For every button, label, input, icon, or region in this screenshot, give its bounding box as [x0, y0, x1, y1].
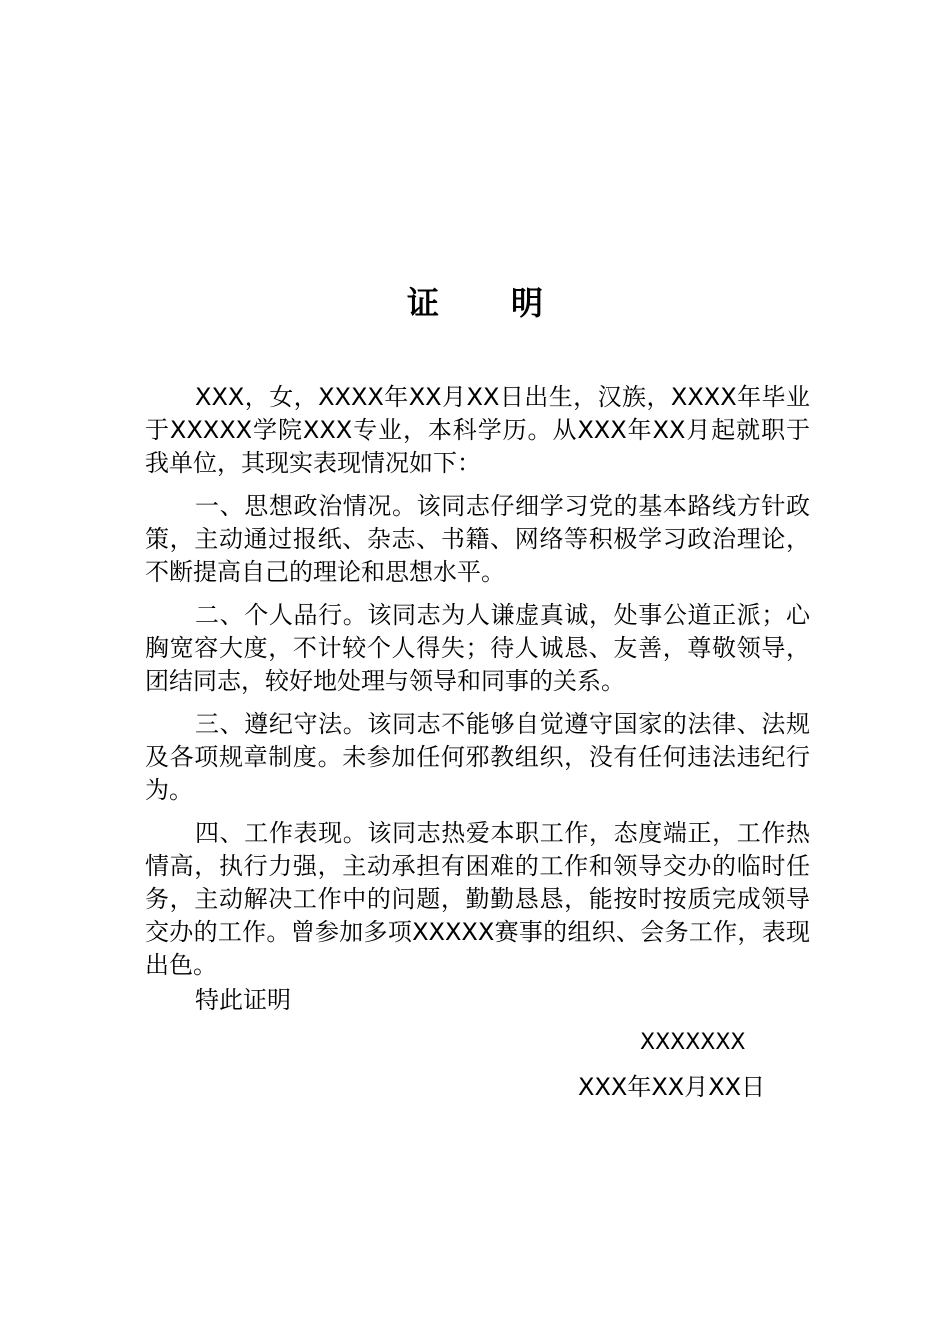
title-char-ming: 明 — [511, 284, 544, 322]
issue-date: XXX年XX月XX日 — [578, 1073, 766, 1101]
document-title — [0, 283, 950, 323]
title-char-zheng: 证 — [406, 284, 439, 322]
intro-paragraph: XXX，女，XXXX年XX月XX日出生，汉族，XXXX年毕业于XXXXX学院XXX专业，本科学历。从XXX年XX月起就职于我单位，其现实表现情况如下： — [145, 383, 810, 477]
signer-name: XXXXXXX — [640, 1030, 746, 1055]
document-body — [145, 381, 810, 992]
work-performance-paragraph: 四、工作表现。该同志热爱本职工作，态度端正，工作热情高，执行力强，主动承担有困难的工作和领导交办的临时任务，主动解决工作中的问题，勤勤恳恳，能按时按质完成领导交办的工作。曾参加多项XXXXX赛事的组织、会务工作，表现出色。 — [145, 819, 810, 979]
discipline-paragraph: 三、遵纪守法。该同志不能够自觉遵守国家的法律、法规及各项规章制度。未参加任何邪教组织，没有任何违法违纪行为。 — [145, 710, 810, 804]
political-paragraph: 一、思想政治情况。该同志仔细学习党的基本路线方针政策，主动通过报纸、杂志、书籍、网络等积极学习政治理论，不断提高自己的理论和思想水平。 — [145, 492, 810, 586]
closing-statement: 特此证明 — [195, 986, 291, 1014]
character-paragraph: 二、个人品行。该同志为人谦虚真诚，处事公道正派；心胸宽容大度，不计较个人得失；待人诚恳、友善，尊敬领导，团结同志，较好地处理与领导和同事的关系。 — [145, 601, 810, 695]
